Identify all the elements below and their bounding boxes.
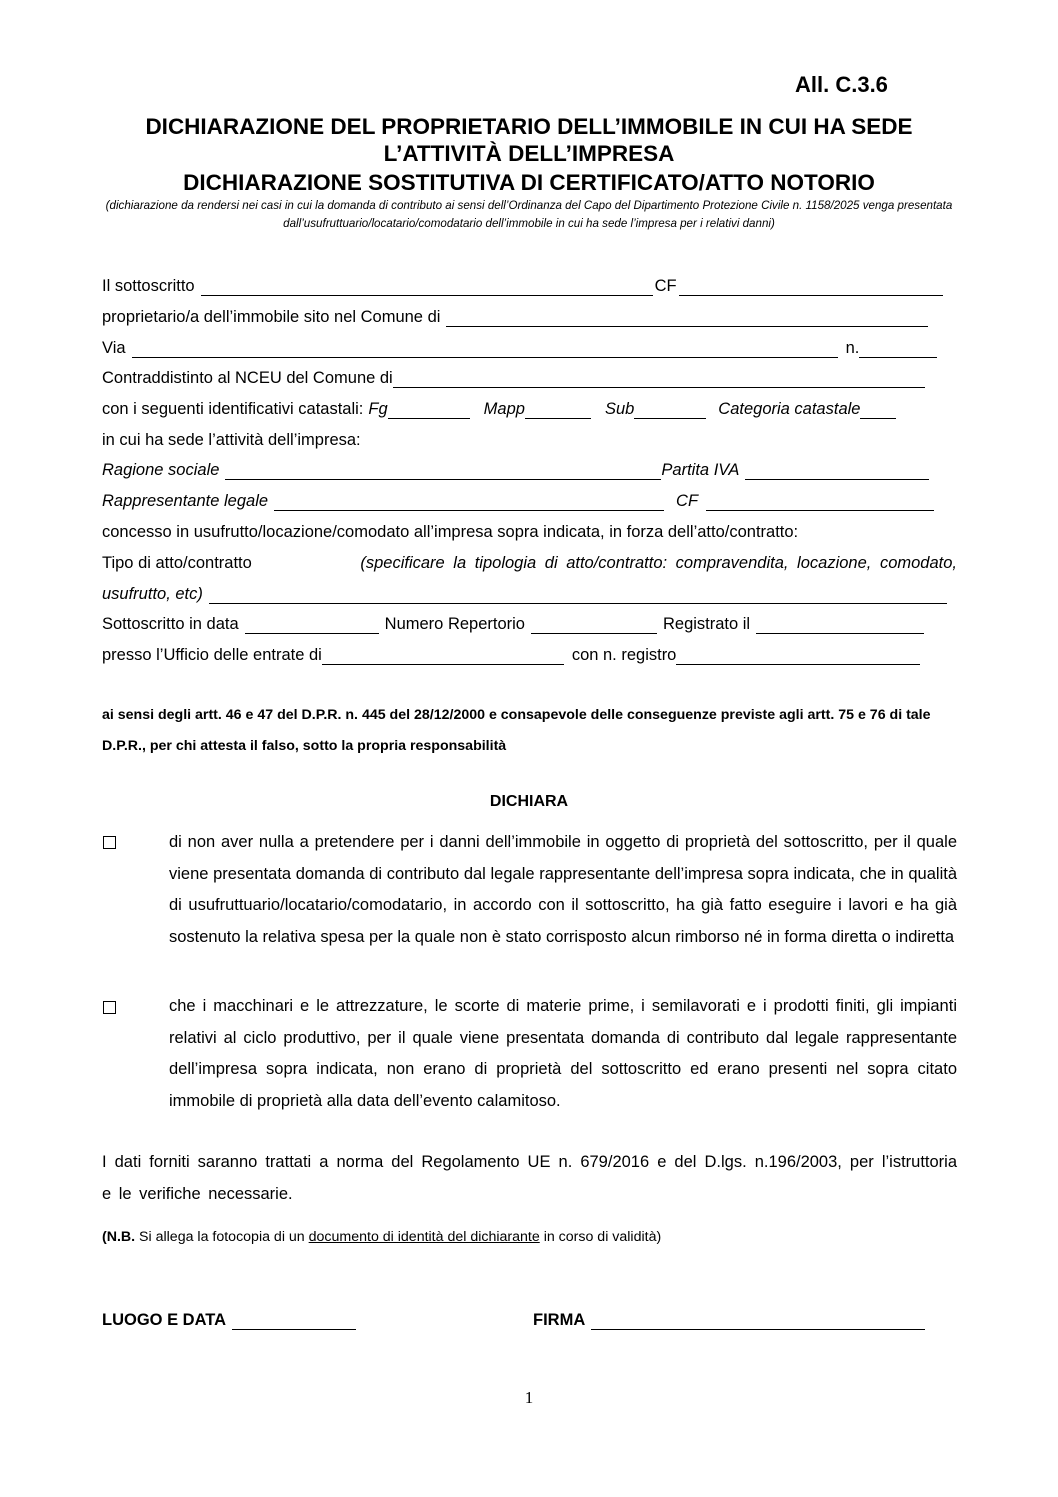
mapp-label: Mapp	[483, 400, 525, 418]
row-ufficio	[102, 645, 922, 665]
luogo-data	[102, 1308, 358, 1330]
row-rappresentante	[102, 491, 936, 511]
via-field[interactable]	[132, 341, 838, 358]
row-sottoscritto-data	[102, 614, 926, 634]
title-line-2: L’ATTIVITÀ DELL’IMPRESA	[383, 141, 675, 166]
categoria-field[interactable]	[860, 402, 896, 419]
catastali-label: con i seguenti identificativi catastali:	[102, 400, 364, 418]
rapp-cf-label: CF	[676, 492, 699, 510]
attachment-code: All. C.3.6	[795, 72, 888, 97]
ragione-field[interactable]	[225, 463, 661, 480]
option-1-text: di non aver nulla a pretendere per i danni dell’immobile in oggetto di proprietà del sottoscritto, per il quale viene presentata domanda di contributo dal legale rappresentante dell’impresa sopra indicata, che in qualità di usufruttuario/locatario/comodatario, in accordo con il sottoscritto, ha già fatto eseguire i lavori e ha già sostenuto la relativa spesa per la quale non è stato corrisposto alcun rimborso né in forma diretta o indiretta	[169, 833, 957, 946]
registro-field[interactable]	[676, 648, 920, 665]
rappresentante-label: Rappresentante legale	[102, 492, 269, 510]
nb-text-before: Si allega la fotocopia di un	[135, 1229, 309, 1245]
row-nceu	[102, 368, 927, 388]
rappresentante-field[interactable]	[274, 494, 664, 511]
nb-underlined: documento di identità del dichiarante	[308, 1229, 540, 1245]
piva-label: Partita IVA	[661, 461, 740, 479]
comune-label: proprietario/a dell’immobile sito nel Comune di	[102, 308, 441, 326]
nb-prefix: (N.B.	[102, 1229, 136, 1245]
via-label: Via	[102, 339, 126, 357]
option-2-checkbox[interactable]	[103, 1001, 116, 1014]
nb-text-after: in corso di validità)	[539, 1229, 662, 1245]
registrato-field[interactable]	[756, 617, 924, 634]
data-label: Sottoscritto in data	[102, 615, 239, 633]
subtitle: (dichiarazione da rendersi nei casi in cui la domanda di contributo ai sensi dell’Ordinanza del Capo del Dipartimento Protezione Civile n. 1158/2025 venga presentata dall’usufruttuario/locatario/comodatario dell’immobile in cui ha sede l’impresa per i relativi danni)	[105, 199, 953, 230]
ufficio-field[interactable]	[322, 648, 564, 665]
repertorio-field[interactable]	[531, 617, 657, 634]
tipo-hint: (specificare la tipologia di atto/contratto: compravendita, locazione, comodato,	[360, 554, 957, 572]
option-1-checkbox[interactable]	[103, 836, 116, 849]
row-tipo-value	[102, 584, 949, 604]
piva-field[interactable]	[745, 463, 929, 480]
option-2-text: che i macchinari e le attrezzature, le scorte di materie prime, i semilavorati e i prodotti finiti, gli impianti relativi al ciclo produttivo, per il quale viene presentata domanda di contributo dal legale rappresentante dell’impresa sopra indicata, non erano di proprietà del sottoscritto ed erano presenti nel sopra citato immobile di proprietà alla data dell’evento calamitoso.	[169, 997, 957, 1110]
registro-label: con n. registro	[571, 646, 677, 664]
sub-label: Sub	[604, 400, 635, 418]
luogo-field[interactable]	[232, 1313, 356, 1330]
fg-label: Fg	[368, 400, 388, 418]
dichiara-heading: DICHIARA	[489, 793, 569, 810]
firma-field[interactable]	[591, 1313, 925, 1330]
sede-label: in cui ha sede l’attività dell’impresa:	[102, 431, 361, 449]
data-field[interactable]	[245, 617, 379, 634]
registrato-label: Registrato il	[662, 615, 751, 633]
cf-field[interactable]	[679, 279, 943, 296]
row-catastali	[102, 399, 896, 419]
numero-label: n.	[845, 339, 860, 357]
legal-notice: ai sensi degli artt. 46 e 47 del D.P.R. n. 445 del 28/12/2000 e consapevole delle conseguenze previste agli artt. 75 e 76 di tale D.P.R., per chi attesta il falso, sotto la propria responsabilità	[102, 707, 931, 754]
page-number: 1	[524, 1388, 534, 1407]
concesso-text: concesso in usufrutto/locazione/comodato all’impresa sopra indicata, in forza dell’atto/contratto:	[102, 523, 799, 541]
row-ragione	[102, 460, 931, 480]
nceu-field[interactable]	[393, 371, 925, 388]
firma	[533, 1308, 927, 1330]
tipo-field[interactable]	[209, 587, 947, 604]
ragione-label: Ragione sociale	[102, 461, 220, 479]
comune-field[interactable]	[446, 310, 928, 327]
tipo-hint-end: usufrutto, etc)	[102, 585, 203, 603]
sub-field[interactable]	[634, 402, 706, 419]
firma-label: FIRMA	[533, 1311, 586, 1329]
numero-field[interactable]	[859, 341, 937, 358]
row-comune	[102, 307, 930, 327]
title-line-1: DICHIARAZIONE DEL PROPRIETARIO DELL’IMMOBILE IN CUI HA SEDE	[145, 114, 913, 139]
luogo-label: LUOGO E DATA	[102, 1311, 227, 1329]
row-via	[102, 338, 939, 358]
mapp-field[interactable]	[525, 402, 591, 419]
categoria-label: Categoria catastale	[718, 400, 861, 418]
ufficio-label: presso l’Ufficio delle entrate di	[102, 646, 322, 664]
privacy-text: I dati forniti saranno trattati a norma del Regolamento UE n. 679/2016 e del D.lgs. n.196/2003, per l’istruttoria e le verifiche necessarie.	[102, 1153, 957, 1203]
row-concesso	[102, 522, 798, 542]
row-sottoscritto	[102, 276, 945, 296]
cf-label: CF	[654, 277, 677, 295]
repertorio-label: Numero Repertorio	[384, 615, 525, 633]
sottoscritto-field[interactable]	[201, 279, 653, 296]
nb-note	[102, 1229, 661, 1245]
sottoscritto-label: Il sottoscritto	[102, 277, 195, 295]
nceu-label: Contraddistinto al NCEU del Comune di	[102, 369, 393, 387]
tipo-label: Tipo di atto/contratto	[102, 554, 252, 572]
row-tipo	[102, 553, 957, 573]
row-sede	[102, 430, 361, 450]
fg-field[interactable]	[388, 402, 470, 419]
title-line-3: DICHIARAZIONE SOSTITUTIVA DI CERTIFICATO/ATTO NOTORIO	[183, 170, 875, 195]
rapp-cf-field[interactable]	[706, 494, 934, 511]
